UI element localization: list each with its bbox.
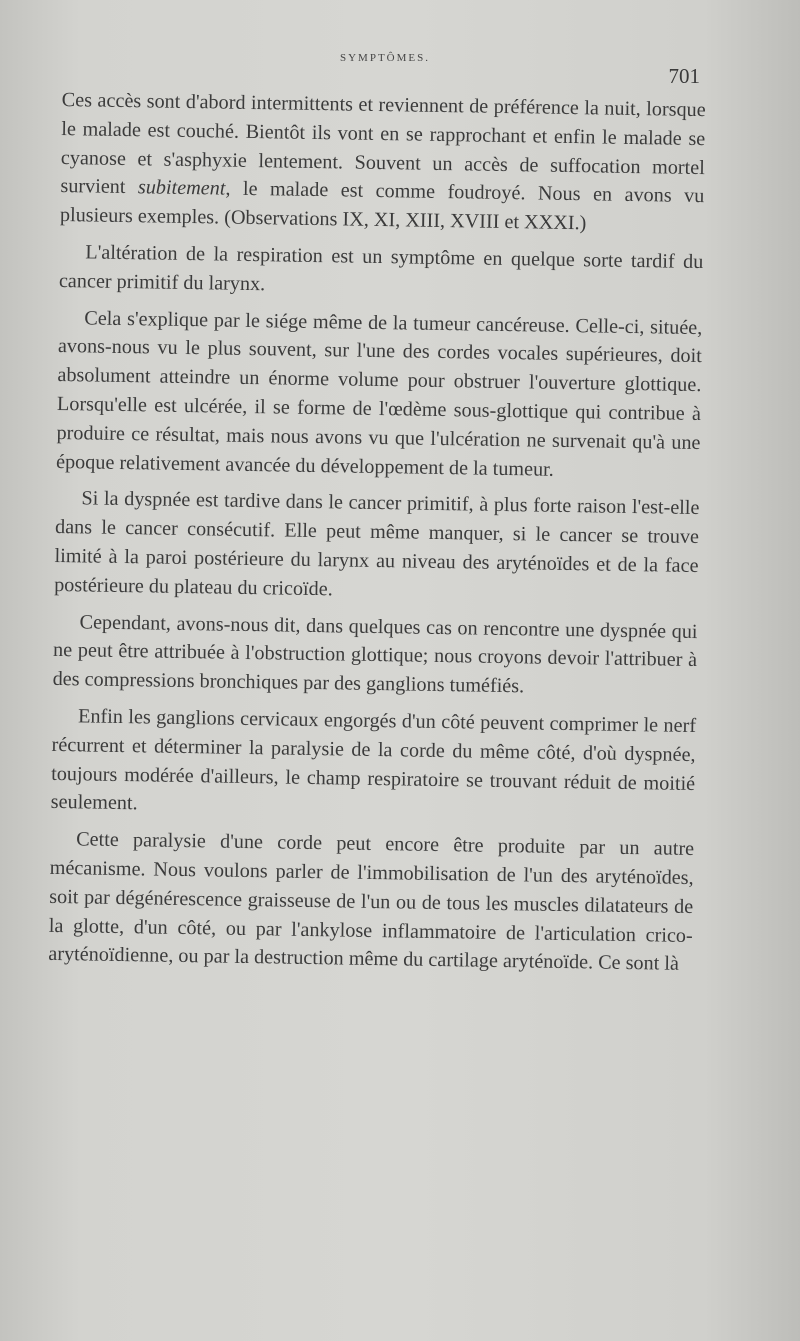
paragraph: Cependant, avons-nous dit, dans quelques cas on rencontre une dyspnée qui ne peut être attribuée à l'obstruction glottique; nous croyons devoir l'attribuer à des compressions bronchiques par des ganglions tuméfiés. [52, 610, 698, 698]
body-text [48, 86, 706, 987]
italic-word: subitement [137, 176, 226, 200]
paragraph: Enfin les ganglions cervicaux engorgés d'un côté peuvent comprimer le nerf récurrent et déterminer la paralysie de la corde du même côté, d'où dyspnée, toujours modérée d'ailleurs, le champ respiratoire se trouvant réduit de moitié seulement. [50, 705, 697, 815]
page-number: 701 [668, 64, 700, 88]
page-header [60, 50, 710, 90]
paragraph: Cette paralysie d'une corde peut encore être produite par un autre mécanisme. Nous voulons parler de l'immobilisation de l'un des aryténoïdes, soit par dégénérescence graisseuse de l'un ou de tous les muscles dilatateurs de la glotte, d'un côté, ou par l'ankylose inflammatoire de l'articulation crico-aryténoïdienne, ou par la destruction même du cartilage aryténoïde. Ce sont là [48, 828, 695, 976]
paragraph: Cela s'explique par le siége même de la tumeur cancéreuse. Celle-ci, située, avons-nous vu le plus souvent, sur l'une des cordes vocales supérieures, doit absolument atteindre un énorme volume pour obstruer l'ouverture glottique. Lorsqu'elle est ulcérée, il se forme de l'œdème sous-glottique qui contribue à produire ce résultat, mais nous avons vu que l'ulcération ne survenait qu'à une époque relativement avancée du développement de la tumeur. [55, 306, 703, 481]
paragraph-text: , le malade est comme foudroyé. Nous en avons vu plusieurs exemples. (Observations IX, XI, XIII, XVIII et XXXI.) [59, 177, 705, 235]
paragraph: Si la dyspnée est tardive dans le cancer primitif, à plus forte raison l'est-elle dans le cancer consécutif. Elle peut même manquer, si le cancer se trouve limité à la paroi postérieure du larynx au niveau des aryténoïdes et de la face postérieure du plateau du cricoïde. [53, 487, 700, 601]
paragraph-text: Ces accès sont d'abord intermittents et reviennent de préférence la nuit, lorsque le malade est couché. Bientôt ils vont en se rapprochant et enfin le malade se cyanose et s'asphyxie lentement. Souvent un accès de suffocation mortel survient [60, 88, 706, 199]
running-head: SYMPTÔMES. [340, 52, 430, 64]
paragraph: L'altération de la respiration est un symptôme en quelque sorte tardif du cancer primitif du larynx. [58, 241, 704, 295]
paragraph-continuation [60, 86, 706, 240]
